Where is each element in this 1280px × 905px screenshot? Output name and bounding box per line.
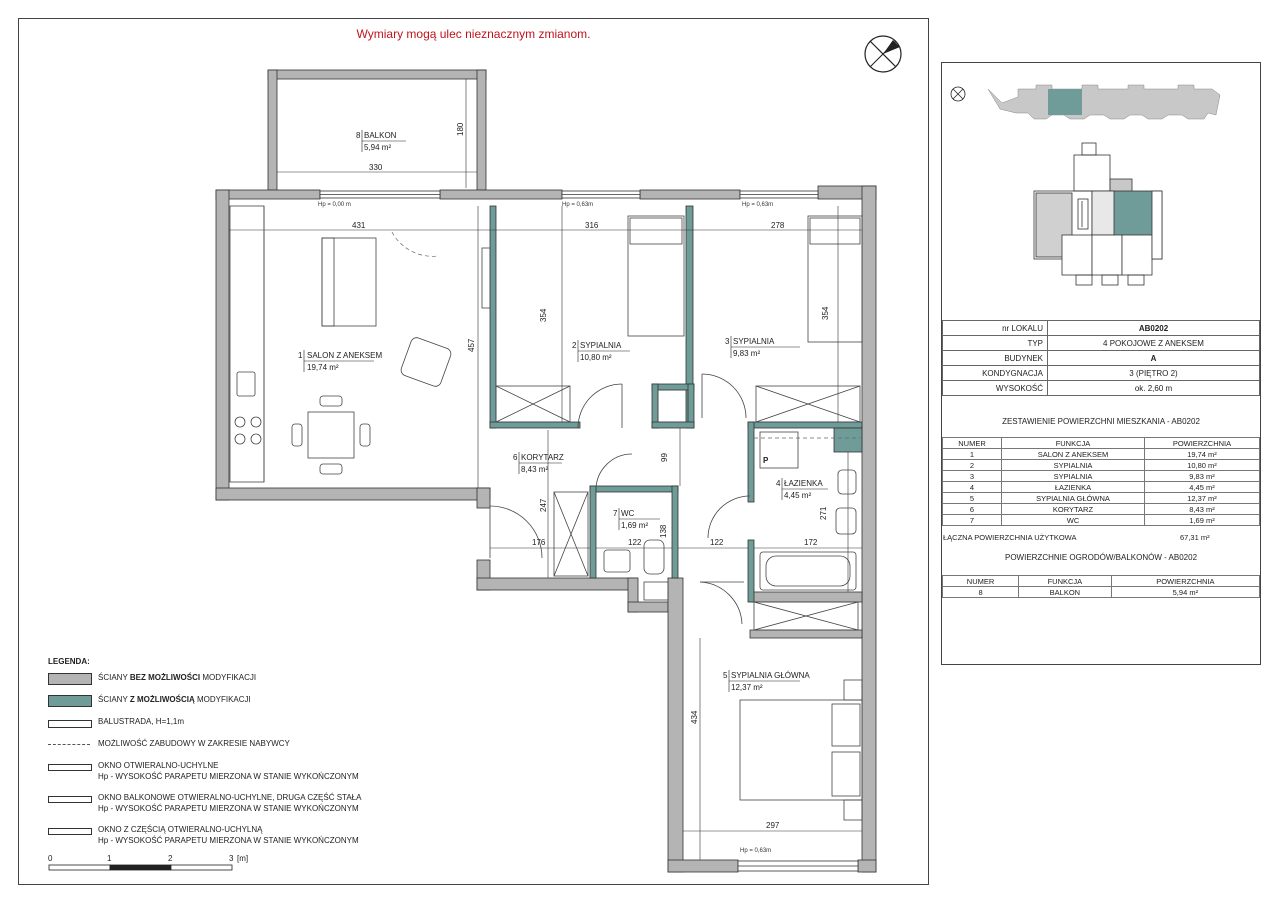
balcony-areas-table [942,575,1260,598]
svg-text:1,69 m²: 1,69 m² [621,521,649,530]
svg-text:[m]: [m] [237,854,249,863]
legend-item-partial-window: OKNO Z CZĘŚCIĄ OTWIERALNO-UCHYLNĄ Hp - WYSOKOŚĆ PARAPETU MIERZONA W STANIE WYKOŃCZONYM [48,822,378,854]
svg-text:SYPIALNIA: SYPIALNIA [733,337,775,346]
dim-bedroom3-height: 354 [821,306,830,320]
window-label-master: Hp = 0,63m [740,848,772,854]
svg-text:8,43 m²: 8,43 m² [521,465,549,474]
balustrade-icon [48,720,92,728]
table-row: 3 SYPIALNIA 9,83 m² [943,471,1260,482]
svg-text:2: 2 [168,854,173,863]
table-row: 8 BALKON 5,94 m² [943,587,1260,598]
total-area-label: ŁĄCZNA POWIERZCHNIA UŻYTKOWA [943,533,1077,542]
svg-text:KORYTARZ: KORYTARZ [521,453,564,462]
legend-item-balustrade: BALUSTRADA, H=1,1m [48,714,378,736]
dim-salon-height: 457 [467,338,476,352]
table-row: 4 ŁAZIENKA 4,45 m² [943,482,1260,493]
room-label-7 [613,508,660,530]
balcony-header: NUMER FUNKCJA POWIERZCHNIA [943,576,1260,587]
svg-text:SYPIALNIA GŁÓWNA: SYPIALNIA GŁÓWNA [731,671,810,680]
svg-text:SALON Z ANEKSEM: SALON Z ANEKSEM [307,351,383,360]
table-row: 7 WC 1,69 m² [943,515,1260,526]
areas-title: ZESTAWIENIE POWIERZCHNI MIESZKANIA - AB0202 [1002,417,1200,426]
dim-bath-271: 271 [819,506,828,520]
balcony-areas-title: POWIERZCHNIE OGRODÓW/BALKONÓW - AB0202 [1004,553,1198,562]
legend-item-walls-fixed: ŚCIANY BEZ MOŻLIWOŚCI MODYFIKACJI [48,670,378,692]
total-area-value: 67,31 m² [1180,533,1210,542]
info-row-floor: KONDYGNACJA 3 (PIĘTRO 2) [943,366,1260,381]
balcony-window-icon [48,796,92,803]
table-row: 5 SYPIALNIA GŁÓWNA 12,37 m² [943,493,1260,504]
key-plan [942,63,1260,318]
svg-text:3: 3 [229,854,234,863]
svg-text:7: 7 [613,509,618,518]
scale-bar [48,852,268,883]
svg-text:BALKON: BALKON [364,131,397,140]
room-label-4 [776,478,828,500]
info-panel [941,62,1261,665]
areas-header: NUMER FUNKCJA POWIERZCHNIA [943,438,1260,449]
svg-text:1: 1 [298,351,303,360]
svg-text:4: 4 [776,479,781,488]
room-label-2 [572,340,630,362]
svg-text:WC: WC [621,509,635,518]
svg-text:4,45 m²: 4,45 m² [784,491,812,500]
svg-text:5: 5 [723,671,728,680]
room-label-1 [298,350,382,372]
swatch-teal [48,695,92,707]
table-row: 1 SALON Z ANEKSEM 19,74 m² [943,449,1260,460]
dashed-line-icon [48,744,90,745]
legend-item-build: MOŻLIWOŚĆ ZABUDOWY W ZAKRESIE NABYWCY [48,736,378,758]
swatch-grey [48,673,92,685]
dim-master-width: 297 [766,821,780,830]
svg-text:0: 0 [48,854,53,863]
dim-salon-width: 431 [352,221,366,230]
svg-text:5,94 m²: 5,94 m² [364,143,392,152]
svg-text:2: 2 [572,341,577,350]
apartment-info-table [942,320,1260,396]
info-row-building: BUDYNEK A [943,351,1260,366]
buyer-build-lines [392,232,860,438]
dim-bath-172: 172 [804,538,818,547]
dim-wc-138: 138 [659,524,668,538]
dim-bedroom2-width: 316 [585,221,599,230]
svg-text:8: 8 [356,131,361,140]
svg-text:SYPIALNIA: SYPIALNIA [580,341,622,350]
room-label-8 [356,130,406,152]
window-label-bedroom-2: Hp = 0,63m [562,202,594,208]
dim-balcony-width: 330 [369,163,383,172]
svg-text:ŁAZIENKA: ŁAZIENKA [784,479,823,488]
svg-text:3: 3 [725,337,730,346]
info-row-number: nr LOKALU AB0202 [943,321,1260,336]
dimensions-notice: Wymiary mogą ulec nieznacznym zmianom. [356,27,591,41]
table-row: 2 SYPIALNIA 10,80 m² [943,460,1260,471]
legend [48,657,378,854]
window-label-salon: Hp = 0,00 m [318,202,351,208]
svg-text:1: 1 [107,854,112,863]
svg-text:9,83 m²: 9,83 m² [733,349,761,358]
room-label-3 [725,336,800,358]
legend-item-walls-mod: ŚCIANY Z MOŻLIWOŚCIĄ MODYFIKACJI [48,692,378,714]
dim-corridor-99: 99 [660,453,669,462]
room-label-5 [723,670,810,692]
window-label-bedroom-3: Hp = 0,63m [742,202,774,208]
dim-corridor-247: 247 [539,498,548,512]
info-row-height: WYSOKOŚĆ ok. 2,60 m [943,381,1260,396]
areas-table [942,437,1260,526]
keyplan-compass-icon [951,87,965,101]
info-row-type: TYP 4 POKOJOWE Z ANEKSEM [943,336,1260,351]
dim-corridor-176: 176 [532,538,546,547]
svg-text:12,37 m²: 12,37 m² [731,683,763,692]
legend-item-window: OKNO OTWIERALNO-UCHYLNE Hp - WYSOKOŚĆ PARAPETU MIERZONA W STANIE WYKOŃCZONYM [48,758,378,790]
table-row: 6 KORYTARZ 8,43 m² [943,504,1260,515]
partial-window-icon [48,828,92,835]
dim-balcony-height: 180 [456,122,465,136]
dim-bedroom2-height: 354 [539,308,548,322]
compass-icon [865,36,901,72]
dim-master-height: 434 [690,710,699,724]
room-label-6 [513,452,564,474]
fixture-p-label: P [763,456,769,465]
svg-text:19,74 m²: 19,74 m² [307,363,339,372]
windows [320,191,858,871]
svg-text:10,80 m²: 10,80 m² [580,353,612,362]
window-icon [48,764,92,771]
dim-hall-122: 122 [710,538,724,547]
legend-title: LEGENDA: [48,657,90,666]
dim-wc-122: 122 [628,538,642,547]
legend-item-balcony-window: OKNO BALKONOWE OTWIERALNO-UCHYLNE, DRUGA CZĘŚĆ STAŁA Hp - WYSOKOŚĆ PARAPETU MIERZONA W STANIE WYKOŃCZONYM [48,790,378,822]
dim-bedroom3-width: 278 [771,221,785,230]
svg-text:6: 6 [513,453,518,462]
